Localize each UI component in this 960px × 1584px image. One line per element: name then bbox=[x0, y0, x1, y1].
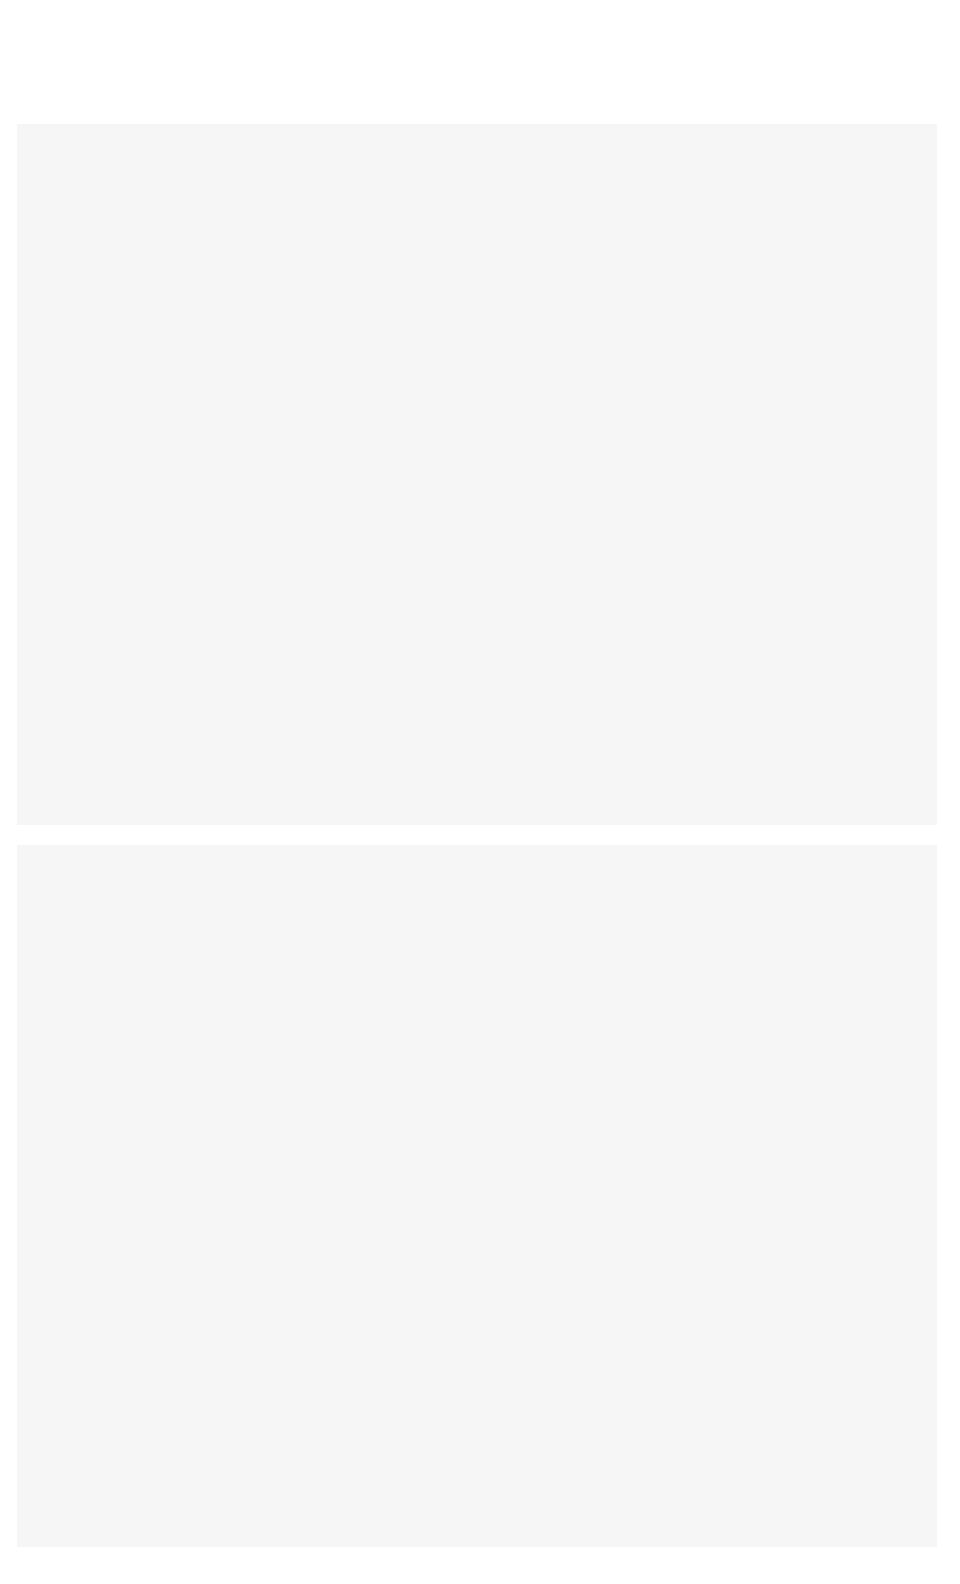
bottom-language-grid bbox=[17, 845, 937, 1547]
page-title bbox=[86, 10, 873, 110]
top-language-grid bbox=[17, 124, 937, 825]
